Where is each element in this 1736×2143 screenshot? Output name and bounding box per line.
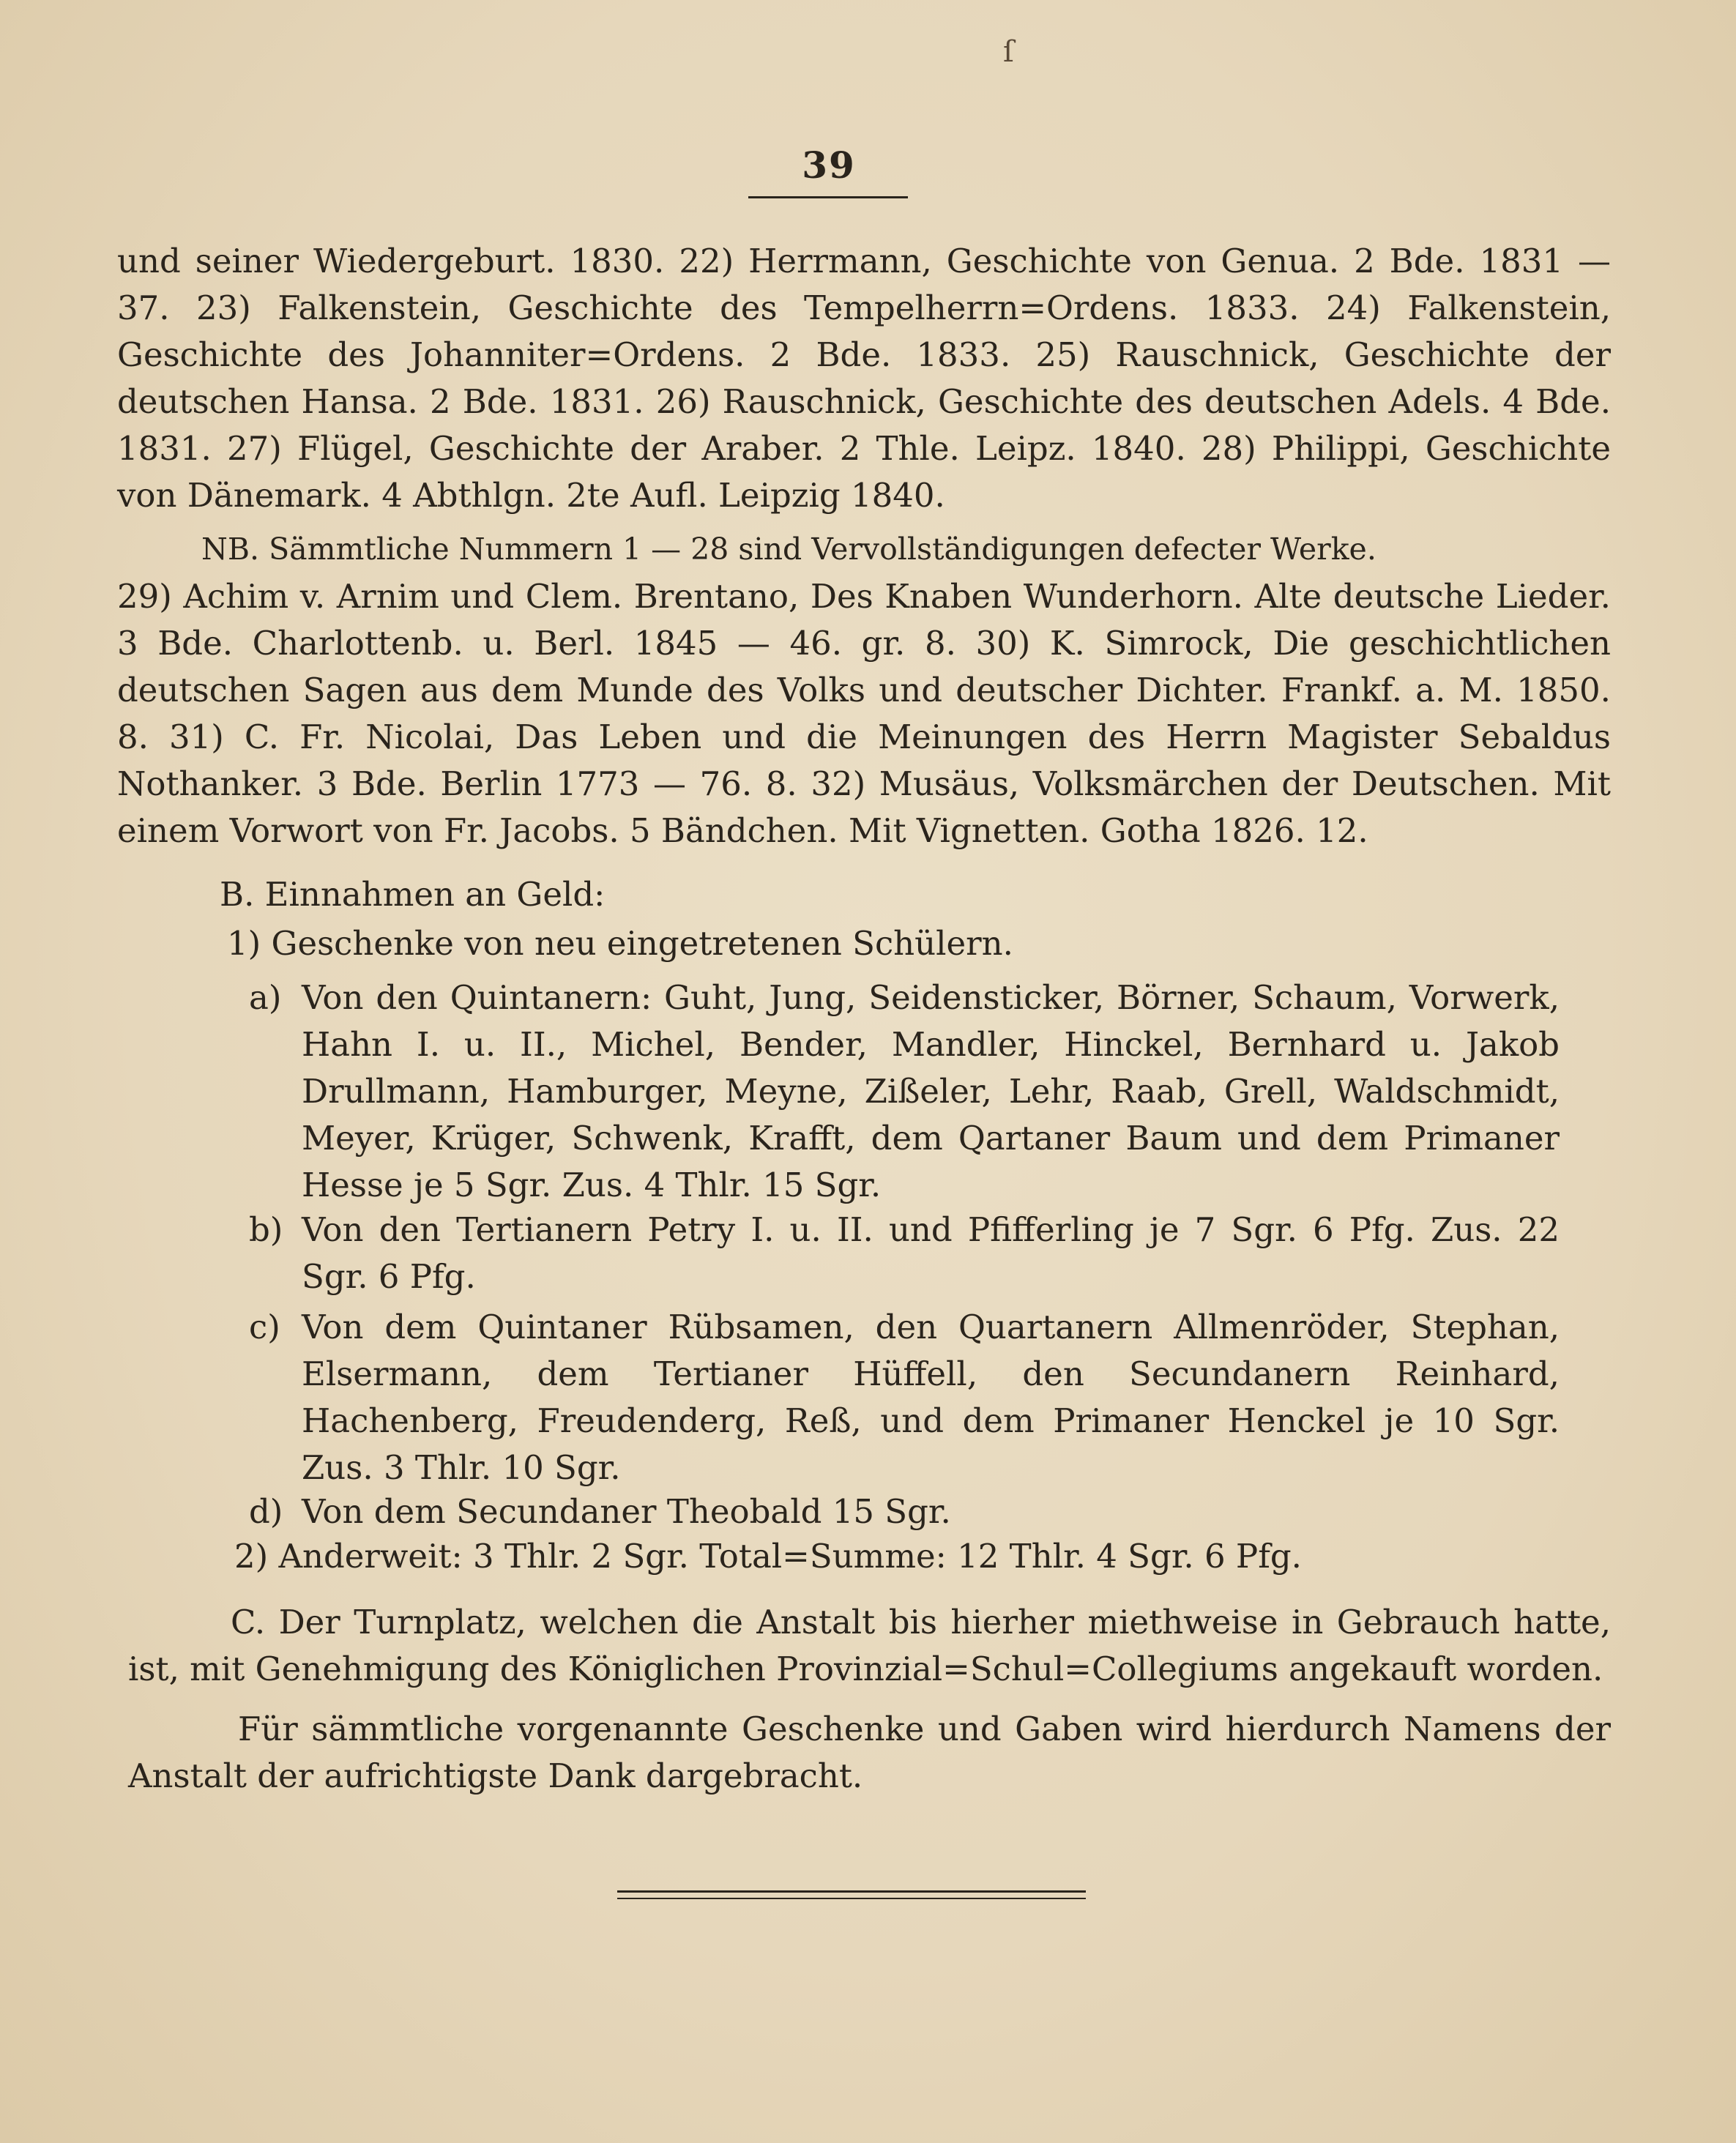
end-rule [617, 1898, 1086, 1899]
sub-item-letter: d) [249, 1492, 283, 1531]
sub-item-text: Von den Quintanern: Guht, Jung, Seidensticker, Börner, Schaum, Vorwerk, Hahn I. u. II., Michel, Bender, Mandler, Hinckel, Bernhard u. Jakob Drullmann, Hamburger, Meyne, Zißeler, Lehr, Raab, Grell, Waldschmidt, Meyer, Krüger, Schwenk, Krafft, dem Qartaner Baum und dem Primaner Hesse je 5 Sgr. Zus. 4 Thlr. 15 Sgr. [302, 978, 1560, 1204]
sub-item-a [249, 974, 1560, 1209]
sub-item-b [249, 1207, 1560, 1300]
paragraph-books-new: 29) Achim v. Arnim und Clem. Brentano, Des Knaben Wunderhorn. Alte deutsche Lieder. 3 Bde. Charlottenb. u. Berl. 1845 — 46. gr. 8. 30) K. Simrock, Die geschichtlichen deutschen Sagen aus dem Munde des Volks und deutscher Dichter. Frankf. a. M. 1850. 8. 31) C. Fr. Nicolai, Das Leben und die Meinungen des Herrn Magister Sebaldus Nothanker. 3 Bde. Berlin 1773 — 76. 8. 32) Musäus, Volksmärchen der Deutschen. Mit einem Vorwort von Fr. Jacobs. 5 Bändchen. Mit Vignetten. Gotha 1826. 12. [117, 577, 1611, 850]
sub-item-text: Von den Tertianern Petry I. u. II. und Pfifferling je 7 Sgr. 6 Pfg. Zus. 22 Sgr. 6 Pfg. [302, 1210, 1560, 1296]
sub-item-text: Von dem Quintaner Rübsamen, den Quartanern Allmenröder, Stephan, Elsermann, dem Tertianer Hüffell, den Secundanern Reinhard, Hachenberg, Freudenderg, Reß, und dem Primaner Henckel je 10 Sgr. Zus. 3 Thlr. 10 Sgr. [302, 1308, 1560, 1487]
sub-item-letter: a) [249, 978, 282, 1017]
sub-item-c [249, 1304, 1560, 1491]
closing-paragraph: Für sämmtliche vorgenannte Geschenke und Gaben wird hierdurch Namens der Anstalt der aufrichtigste Dank dargebracht. [128, 1710, 1611, 1795]
page-number: 39 [802, 144, 856, 187]
section-c-paragraph: C. Der Turnplatz, welchen die Anstalt bis hierher miethweise in Gebrauch hatte, ist, mit Genehmigung des Königlichen Provinzial=Schul=Collegiums angekauft worden. [128, 1603, 1611, 1688]
section-b-item-1: 1) Geschenke von neu eingetretenen Schülern. [227, 924, 1013, 963]
section-b-heading: B. Einnahmen an Geld: [220, 875, 606, 914]
sub-item-text: Von dem Secundaner Theobald 15 Sgr. [302, 1492, 951, 1531]
sub-item-letter: c) [249, 1308, 280, 1346]
paragraph-books-continued: und seiner Wiedergeburt. 1830. 22) Herrmann, Geschichte von Genua. 2 Bde. 1831 — 37. 23) Falkenstein, Geschichte des Tempelherrn=Ordens. 1833. 24) Falkenstein, Geschichte des Johanniter=Ordens. 2 Bde. 1833. 25) Rauschnick, Geschichte der deutschen Hansa. 2 Bde. 1831. 26) Rauschnick, Geschichte des deutschen Adels. 4 Bde. 1831. 27) Flügel, Geschichte der Araber. 2 Thle. Leipz. 1840. 28) Philippi, Geschichte von Dänemark. 4 Abthlgn. 2te Aufl. Leipzig 1840. [117, 242, 1611, 515]
page-number-rule [748, 196, 908, 198]
section-b-item-2: 2) Anderweit: 3 Thlr. 2 Sgr. Total=Summe: 12 Thlr. 4 Sgr. 6 Pfg. [234, 1537, 1302, 1576]
nb-note: NB. Sämmtliche Nummern 1 — 28 sind Vervollständigungen defecter Werke. [201, 532, 1376, 567]
sub-item-letter: b) [249, 1210, 283, 1249]
end-rule [617, 1890, 1086, 1893]
sub-item-d [249, 1488, 1560, 1535]
ink-mark: ſ [1003, 35, 1014, 69]
